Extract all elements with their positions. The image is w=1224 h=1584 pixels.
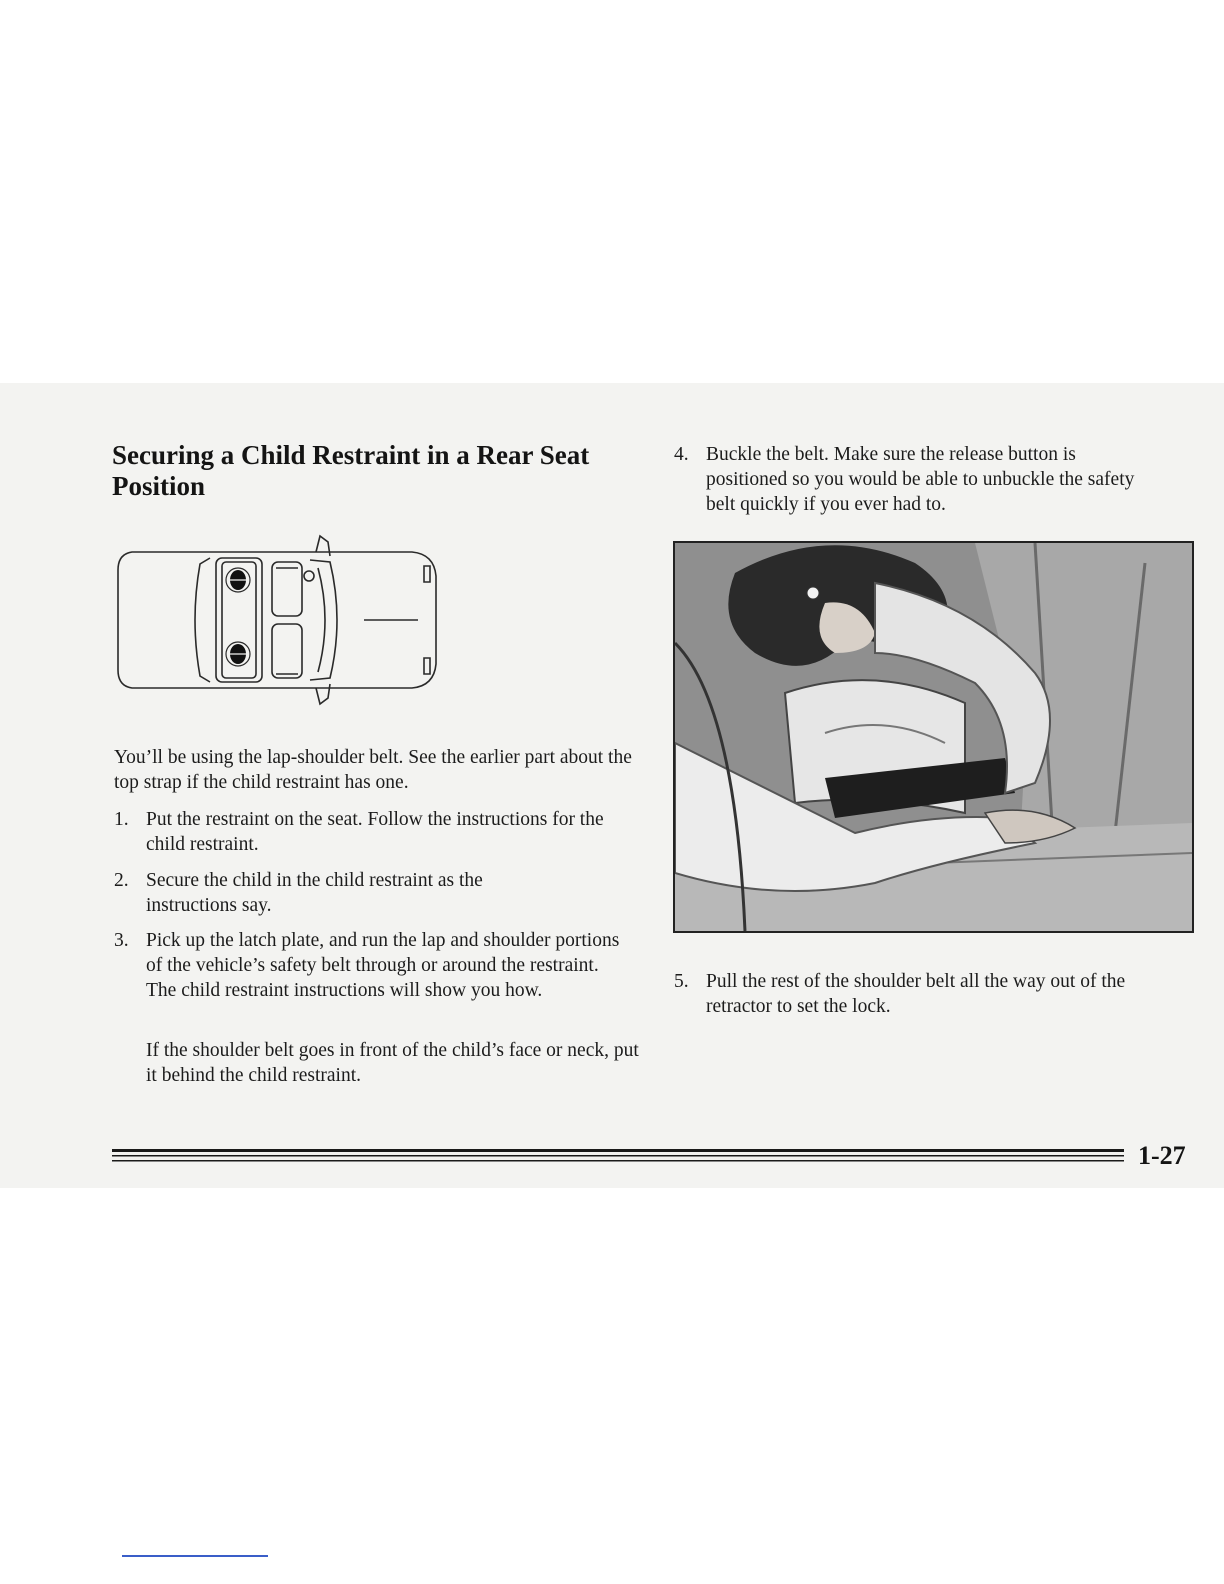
buckle-belt-illustration xyxy=(673,541,1194,933)
page-number: 1-27 xyxy=(1138,1141,1186,1170)
step-text: Buckle the belt. Make sure the release button is positioned so you would be able to unbuckle the safety belt quickly if you ever had to. xyxy=(706,444,1135,515)
child-seat-markers xyxy=(226,568,250,666)
car-top-view-diagram xyxy=(112,528,452,710)
intro-paragraph: You’ll be using the lap-shoulder belt. See the earlier part about the top strap if the child restraint has one. xyxy=(114,747,632,793)
step-number: 1. xyxy=(114,809,129,830)
step-number: 5. xyxy=(674,971,689,992)
step-text: Put the restraint on the seat. Follow the instructions for the child restraint. xyxy=(146,809,604,855)
step-text: Pull the rest of the shoulder belt all the way out of the retractor to set the lock. xyxy=(706,971,1126,1017)
section-heading: Securing a Child Restraint in a Rear Seat Position xyxy=(112,440,590,501)
step-text: Pick up the latch plate, and run the lap and shoulder portions of the vehicle’s safety belt through or around the restraint. The child restraint instructions will show you how. xyxy=(146,930,620,1001)
footer-rules xyxy=(112,1146,1124,1166)
step-number: 4. xyxy=(674,444,689,465)
step-number: 3. xyxy=(114,930,129,951)
bottom-rule xyxy=(122,1555,268,1557)
step-text: Secure the child in the child restraint as the instructions say. xyxy=(146,870,483,916)
buckle-belt-drawing xyxy=(675,543,1192,931)
shoulder-belt-note: If the shoulder belt goes in front of the child’s face or neck, put it behind the child restraint. xyxy=(146,1040,639,1086)
step-number: 2. xyxy=(114,870,129,891)
